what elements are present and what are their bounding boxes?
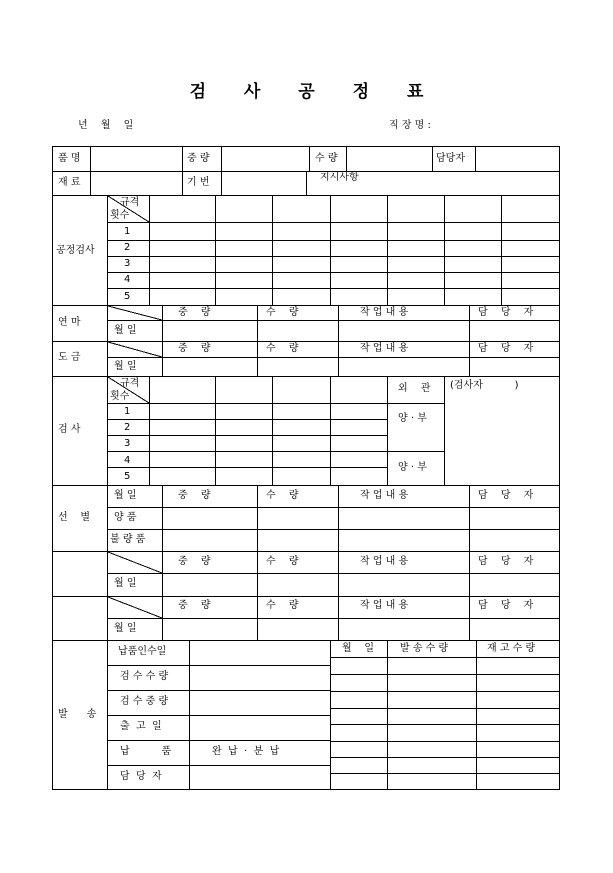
manager-header: 담 당 자 <box>478 343 539 354</box>
spec-diag-top: 규격 <box>120 378 140 389</box>
workplace-label: 직 장 명 : <box>389 120 431 131</box>
machine-number-label: 기 번 <box>187 177 210 188</box>
count-diag-bottom: 횟수 <box>110 210 130 221</box>
quantity-header: 수 량 <box>266 490 304 501</box>
quantity-header: 수 량 <box>266 556 304 567</box>
weight-header: 중 량 <box>178 556 216 567</box>
plating-label: 도 금 <box>58 352 81 363</box>
good-product-label: 양 품 <box>114 512 137 523</box>
month-day-label: 월 일 <box>114 623 137 634</box>
row-number: 4 <box>124 274 131 285</box>
process-inspection-label: 공정검사 <box>56 245 95 256</box>
manager-label: 담당자 <box>436 153 465 164</box>
work-content-header: 작 업 내 용 <box>360 600 409 611</box>
weight-header: 중 량 <box>178 343 216 354</box>
sorting-label: 선 별 <box>58 512 91 523</box>
quantity-label: 수 량 <box>315 153 338 164</box>
material-label: 재 료 <box>58 177 81 188</box>
weight-header: 중 량 <box>178 490 216 501</box>
defective-product-label: 불 량 품 <box>110 534 146 545</box>
delivery-status-value: 완 납 · 분 납 <box>212 746 280 757</box>
row-number: 3 <box>124 438 131 449</box>
inspected-weight-label: 검 수 중 량 <box>120 696 169 707</box>
month-day-label: 월 일 <box>114 361 137 372</box>
manager-header: 담 당 자 <box>478 490 539 501</box>
row-number: 3 <box>124 258 131 269</box>
delivery-label: 납 품 <box>120 746 172 757</box>
weight-header: 중 량 <box>178 307 216 318</box>
page-title: 검 사 공 정 표 <box>189 82 440 102</box>
row-number: 1 <box>124 226 131 237</box>
row-number: 1 <box>124 406 131 417</box>
pass-fail-label: 양 · 부 <box>398 462 427 473</box>
manager-header: 담 당 자 <box>478 556 539 567</box>
work-content-header: 작 업 내 용 <box>360 307 409 318</box>
appearance-label: 외 관 <box>398 383 436 394</box>
inspector-label: (검사자 ) <box>450 380 519 391</box>
manager-header: 담 당 자 <box>478 600 539 611</box>
count-diag-bottom: 횟수 <box>110 391 130 402</box>
pass-fail-label: 양 · 부 <box>398 413 427 424</box>
manager-header: 담 당 자 <box>478 307 539 318</box>
shipping-label: 발 송 <box>58 709 97 720</box>
inspected-quantity-label: 검 수 수 량 <box>120 671 169 682</box>
quantity-header: 수 량 <box>266 307 304 318</box>
quantity-header: 수 량 <box>266 600 304 611</box>
weight-header: 중 량 <box>178 600 216 611</box>
work-content-header: 작 업 내 용 <box>360 490 409 501</box>
inspection-label: 검 사 <box>58 424 81 435</box>
row-number: 2 <box>124 242 131 253</box>
row-number: 5 <box>124 291 131 302</box>
work-content-header: 작 업 내 용 <box>360 343 409 354</box>
instructions-label: 지시사항 <box>320 172 359 183</box>
grinding-label: 연 마 <box>58 317 81 328</box>
ship-quantity-header: 발 송 수 량 <box>400 643 449 654</box>
shipping-manager-label: 담 당 자 <box>120 771 162 782</box>
month-day-label: 월 일 <box>114 325 137 336</box>
weight-label: 중 량 <box>187 153 210 164</box>
quantity-header: 수 량 <box>266 343 304 354</box>
delivery-receipt-date-label: 납품인수일 <box>118 646 167 657</box>
row-number: 5 <box>124 471 131 482</box>
date-label: 년 월 일 <box>78 120 139 131</box>
row-number: 2 <box>124 422 131 433</box>
month-day-label: 월 일 <box>114 578 137 589</box>
row-number: 4 <box>124 455 131 466</box>
spec-diag-top: 규격 <box>120 197 140 208</box>
stock-quantity-header: 재 고 수 량 <box>487 643 536 654</box>
work-content-header: 작 업 내 용 <box>360 556 409 567</box>
product-name-label: 품 명 <box>58 153 81 164</box>
release-date-label: 출 고 일 <box>120 721 162 732</box>
month-day-label: 월 일 <box>114 490 137 501</box>
ship-date-header: 월 일 <box>342 643 375 654</box>
